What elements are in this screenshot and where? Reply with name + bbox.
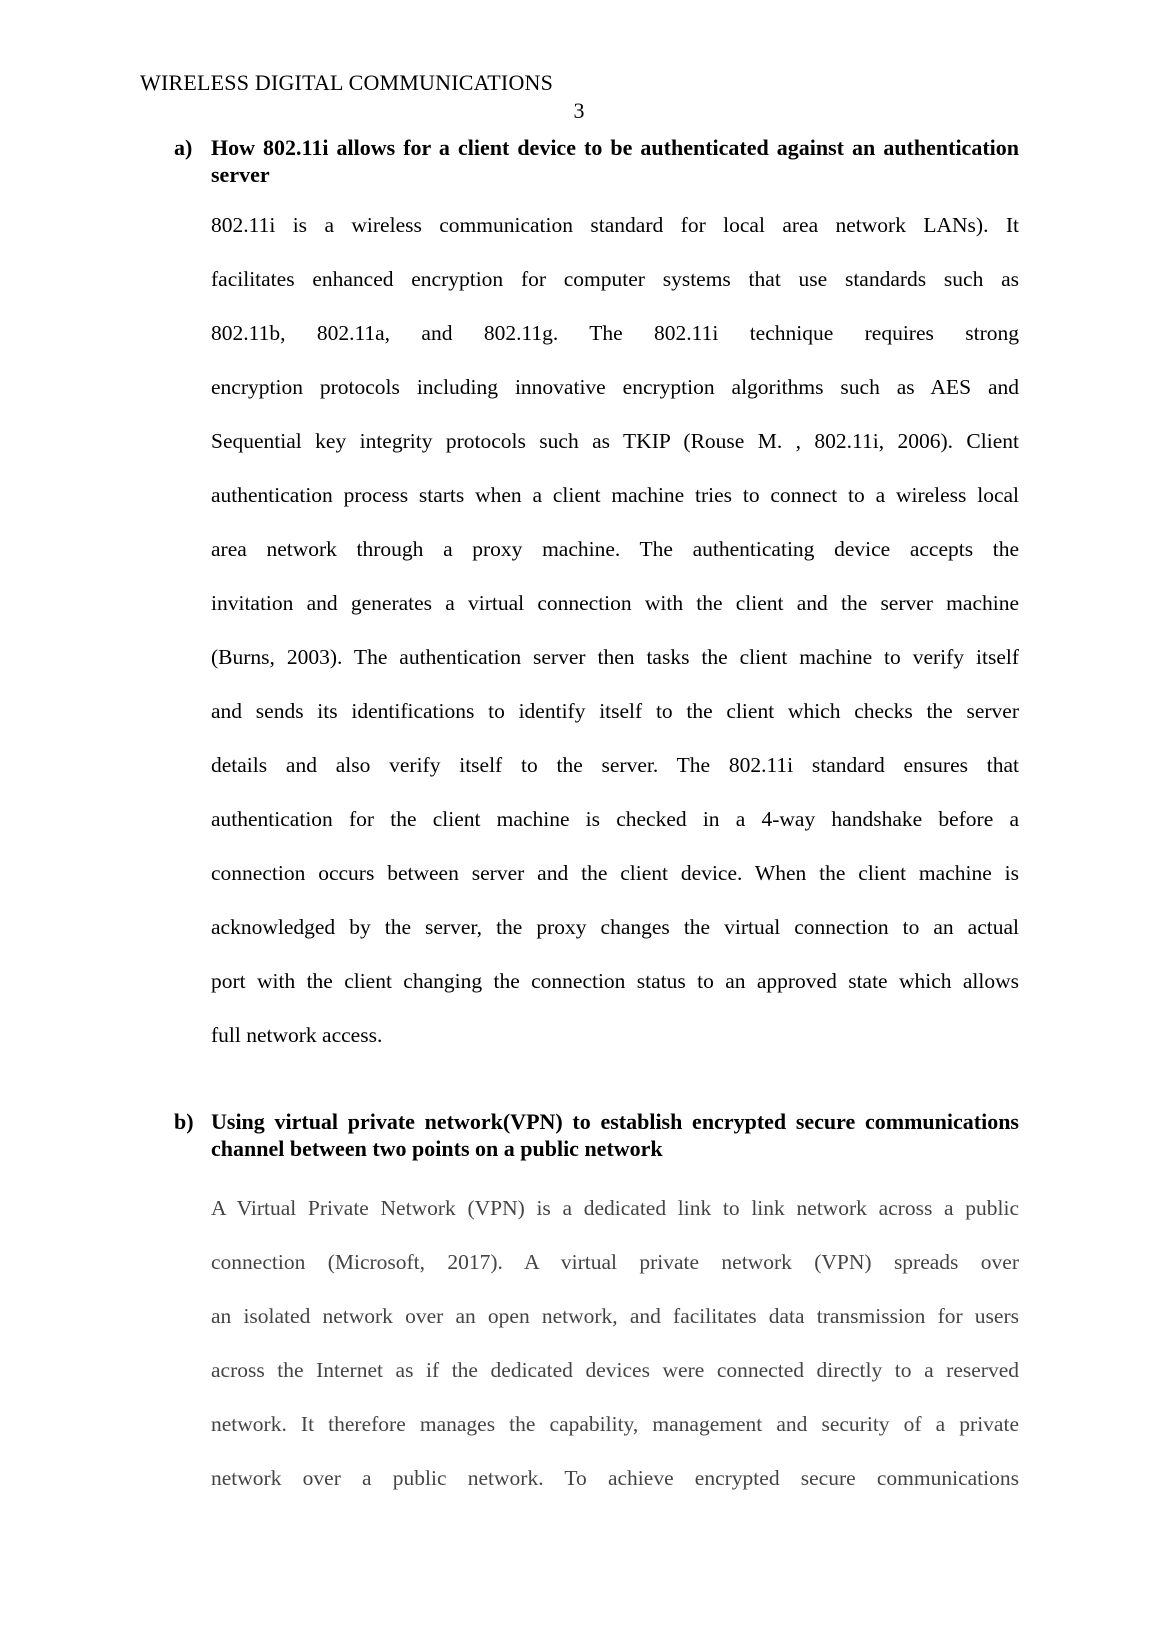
paragraph-line: and sends its identifications to identify itself to the client which checks the server xyxy=(211,699,1019,723)
section-a-marker: a) xyxy=(174,135,193,160)
paragraph-line: A Virtual Private Network (VPN) is a dedicated link to link network across a public xyxy=(211,1196,1019,1220)
running-head: WIRELESS DIGITAL COMMUNICATIONS xyxy=(140,70,554,95)
section-a-paragraph xyxy=(211,198,1019,1062)
paragraph-line: authentication process starts when a client machine tries to connect to a wireless local xyxy=(211,483,1019,507)
page-number: 3 xyxy=(573,98,585,123)
paragraph-line: acknowledged by the server, the proxy changes the virtual connection to an actual xyxy=(211,915,1019,939)
paragraph-line: 802.11i is a wireless communication standard for local area network LANs). It xyxy=(211,213,1019,237)
paragraph-line: network. It therefore manages the capability, management and security of a private xyxy=(211,1412,1019,1436)
paragraph-line: connection (Microsoft, 2017). A virtual private network (VPN) spreads over xyxy=(211,1250,1019,1274)
paragraph-line: 802.11b, 802.11a, and 802.11g. The 802.11i technique requires strong xyxy=(211,321,1019,345)
section-b-heading xyxy=(174,1108,1019,1162)
paragraph-line: facilitates enhanced encryption for computer systems that use standards such as xyxy=(211,267,1019,291)
paragraph-line: (Burns, 2003). The authentication server then tasks the client machine to verify itself xyxy=(211,645,1019,669)
paragraph-line: Sequential key integrity protocols such as TKIP (Rouse M. , 802.11i, 2006). Client xyxy=(211,429,1019,453)
section-b-marker: b) xyxy=(174,1109,194,1134)
section-b-paragraph xyxy=(211,1181,1019,1505)
paragraph-line: network over a public network. To achieve encrypted secure communications xyxy=(211,1466,1019,1490)
section-a-heading-text: How 802.11i allows for a client device to be authenticated against an authentication server xyxy=(211,135,1019,187)
paragraph-line: invitation and generates a virtual connection with the client and the server machine xyxy=(211,591,1019,615)
paragraph-line: authentication for the client machine is checked in a 4-way handshake before a xyxy=(211,807,1019,831)
paragraph-line: details and also verify itself to the server. The 802.11i standard ensures that xyxy=(211,753,1019,777)
section-a-heading xyxy=(174,134,1019,188)
paragraph-line: across the Internet as if the dedicated devices were connected directly to a reserved xyxy=(211,1358,1019,1382)
paragraph-line: encryption protocols including innovative encryption algorithms such as AES and xyxy=(211,375,1019,399)
section-b-heading-text: Using virtual private network(VPN) to establish encrypted secure communications channel between two points on a public network xyxy=(211,1109,1019,1161)
paragraph-line: area network through a proxy machine. The authenticating device accepts the xyxy=(211,537,1019,561)
paragraph-line: connection occurs between server and the client device. When the client machine is xyxy=(211,861,1019,885)
paragraph-line: an isolated network over an open network, and facilitates data transmission for users xyxy=(211,1304,1019,1328)
paragraph-line: full network access. xyxy=(211,1023,383,1047)
paragraph-line: port with the client changing the connection status to an approved state which allows xyxy=(211,969,1019,993)
